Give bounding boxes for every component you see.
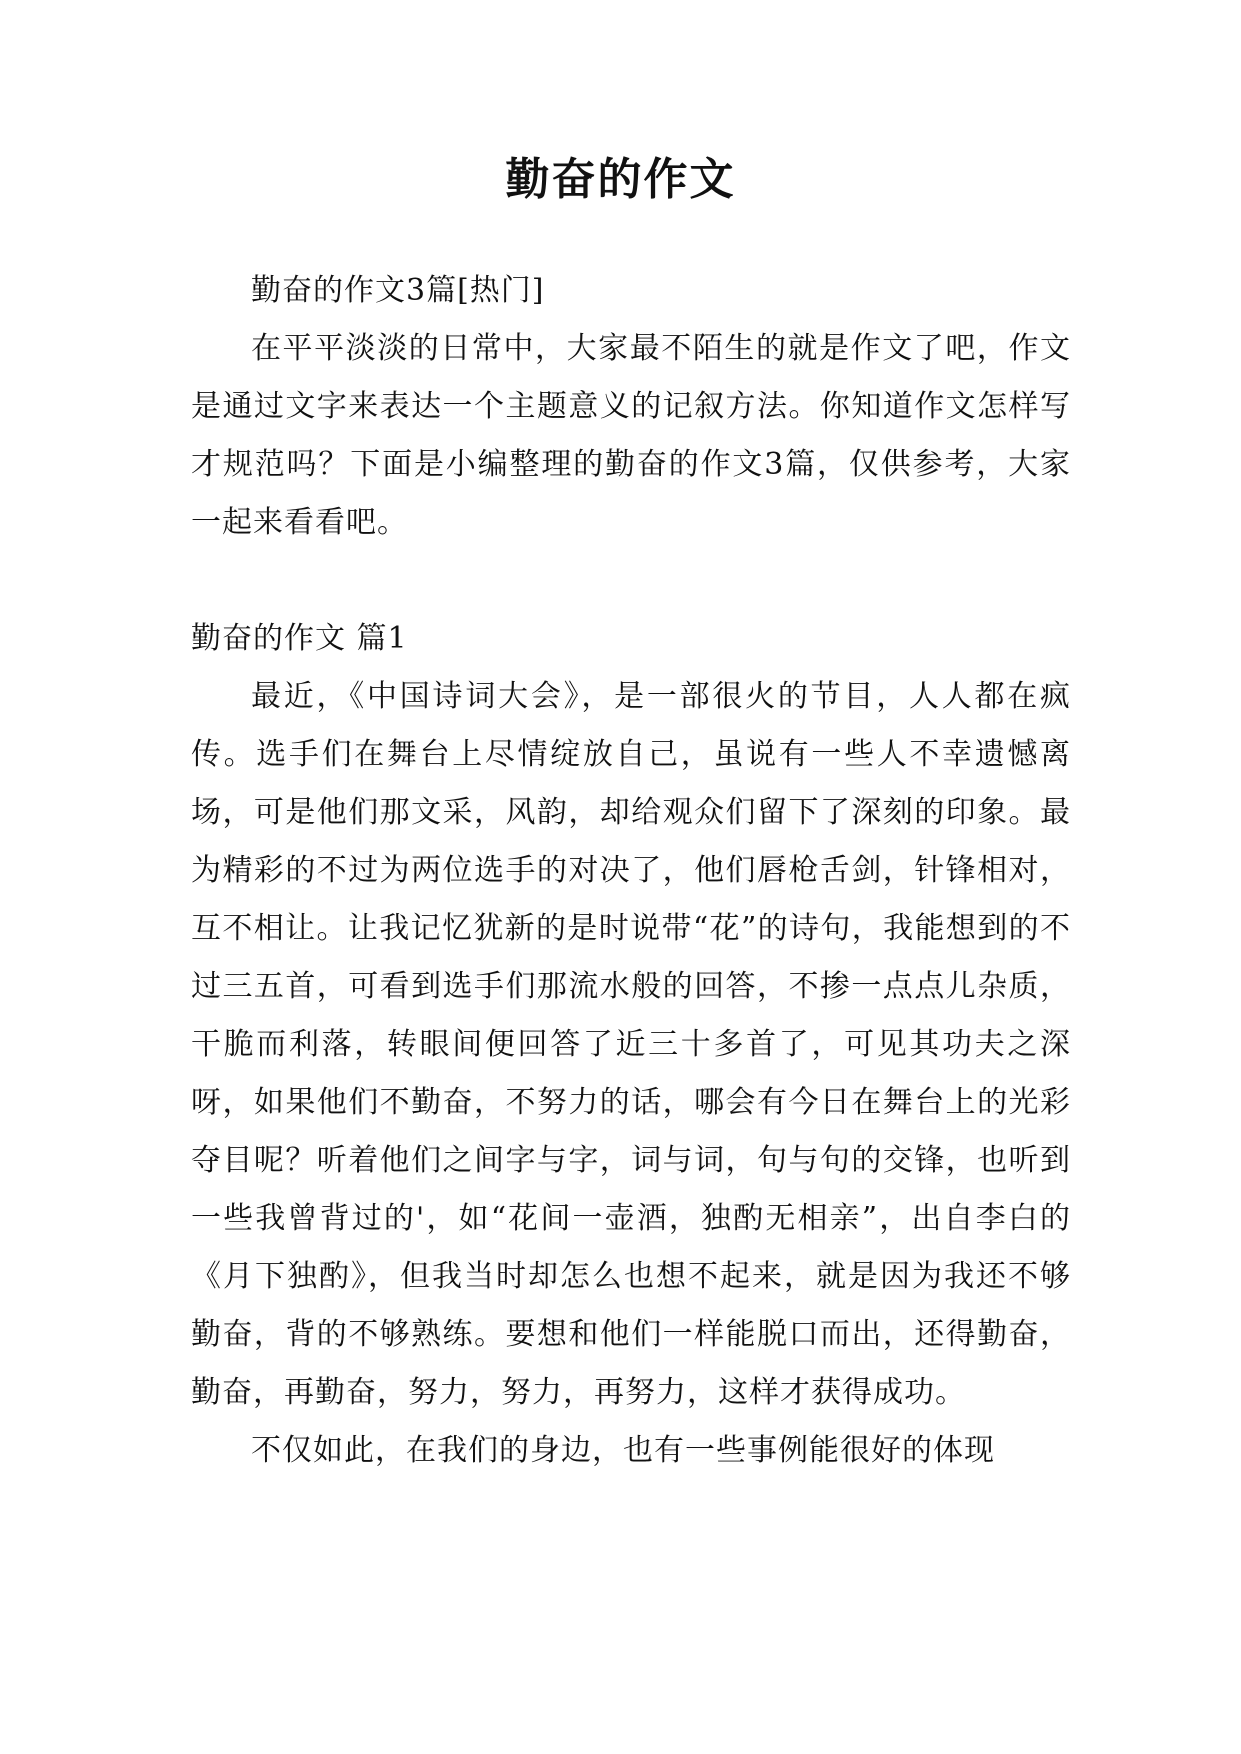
section1-paragraph-1: 最近，《中国诗词大会》，是一部很火的节目，人人都在疯传。选手们在舞台上尽情绽放自己，虽说有一些人不幸遗憾离场，可是他们那文采，风韵，却给观众们留下了深刻的印象。最为精彩的不过为两位选手的对决了，他们唇枪舌剑，针锋相对，互不相让。让我记忆犹新的是时说带“花”的诗句，我能想到的不过三五首，可看到选手们那流水般的回答，不掺一点点儿杂质，干脆而利落，转眼间便回答了近三十多首了，可见其功夫之深呀，如果他们不勤奋，不努力的话，哪会有今日在舞台上的光彩夺目呢？听着他们之间字与字，词与词，句与句的交锋，也听到一些我曾背过的'，如“花间一壶酒，独酌无相亲”，出自李白的《月下独酌》，但我当时却怎么也想不起来，就是因为我还不够勤奋，背的不够熟练。要想和他们一样能脱口而出，还得勤奋，勤奋，再勤奋，努力，努力，再努力，这样才获得成功。 xyxy=(191,679,1071,1410)
document-body xyxy=(191,262,1071,1480)
section-heading-1: 勤奋的作文 篇1 xyxy=(191,621,408,656)
subtitle-line: 勤奋的作文3篇[热门] xyxy=(251,273,545,308)
section1-paragraph-2: 不仅如此，在我们的身边，也有一些事例能很好的体现 xyxy=(251,1433,995,1468)
intro-paragraph: 在平平淡淡的日常中，大家最不陌生的就是作文了吧，作文是通过文字来表达一个主题意义的记叙方法。你知道作文怎样写才规范吗？下面是小编整理的勤奋的作文3篇，仅供参考，大家一起来看看吧。 xyxy=(191,331,1071,540)
document-title: 勤奋的作文 xyxy=(505,154,736,205)
paragraph-gap xyxy=(191,552,1071,610)
